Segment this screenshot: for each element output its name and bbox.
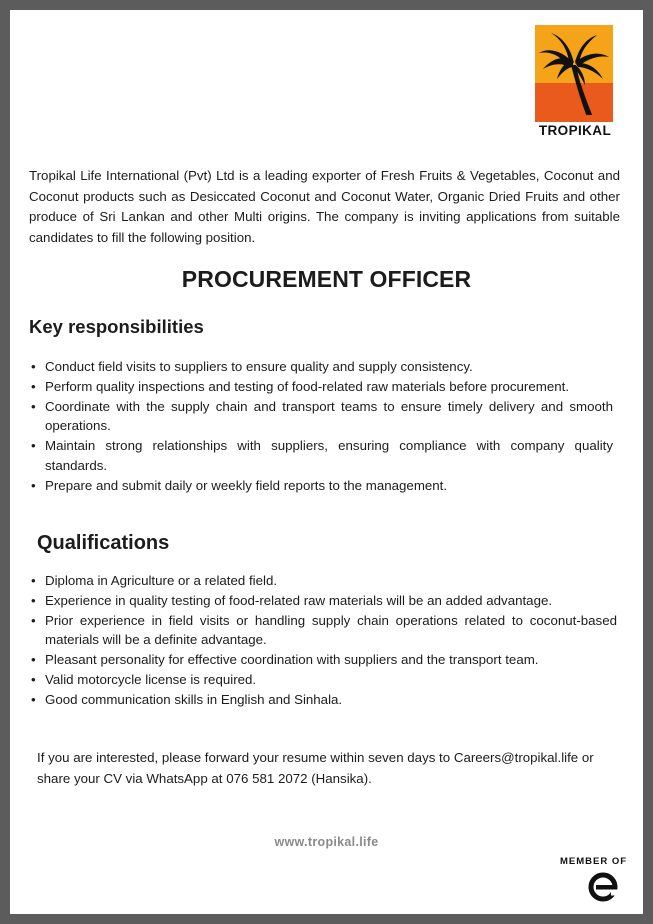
application-instructions: If you are interested, please forward your resume within seven days to Careers@tropikal.life or share your CV via WhatsApp at 076 581 2072 (Hansika).	[37, 750, 594, 786]
responsibilities-list	[29, 357, 613, 496]
job-title: PROCUREMENT OFFICER	[181, 266, 472, 292]
list-item: • Conduct field visits to suppliers to ensure quality and supply consistency.	[29, 357, 613, 377]
list-item: • Good communication skills in English and Sinhala.	[29, 690, 617, 710]
association-e-icon	[587, 871, 619, 903]
qualifications-heading: Qualifications	[37, 532, 170, 554]
company-intro: Tropikal Life International (Pvt) Ltd is a leading exporter of Fresh Fruits & Vegetables, Coconut and Coconut products such as Desiccated Coconut and Coconut Water, Organic Dried Fruits and other produce of Sri Lankan and other Multi origins. The company is inviting applications from suitable candidates to fill the following position.	[29, 168, 620, 245]
logo-wordmark: TROPIKAL	[538, 123, 612, 138]
list-item: • Experience in quality testing of food-related raw materials will be an added advantage.	[29, 591, 617, 611]
list-item: • Pleasant personality for effective coordination with suppliers and the transport team.	[29, 650, 617, 670]
member-of-label: MEMBER OF	[560, 856, 628, 867]
palm-tree-icon	[535, 25, 613, 122]
list-item: • Perform quality inspections and testing of food-related raw materials before procurement.	[29, 377, 613, 397]
list-item: • Prior experience in field visits or handling supply chain operations related to coconut-based materials will be a definite advantage.	[29, 611, 617, 651]
logo-emblem	[535, 25, 613, 122]
list-item: • Diploma in Agriculture or a related field.	[29, 571, 617, 591]
website-link[interactable]: www.tropikal.life	[274, 835, 379, 849]
responsibilities-heading: Key responsibilities	[29, 316, 204, 337]
list-item: • Prepare and submit daily or weekly field reports to the management.	[29, 476, 613, 496]
qualifications-list	[29, 571, 617, 710]
tropikal-logo	[534, 25, 616, 138]
membership-badge	[560, 856, 640, 908]
list-item: • Maintain strong relationships with suppliers, ensuring compliance with company quality standards.	[29, 436, 613, 476]
list-item: • Coordinate with the supply chain and transport teams to ensure timely delivery and smooth operations.	[29, 397, 613, 437]
list-item: • Valid motorcycle license is required.	[29, 670, 617, 690]
job-advert-page	[10, 10, 643, 914]
